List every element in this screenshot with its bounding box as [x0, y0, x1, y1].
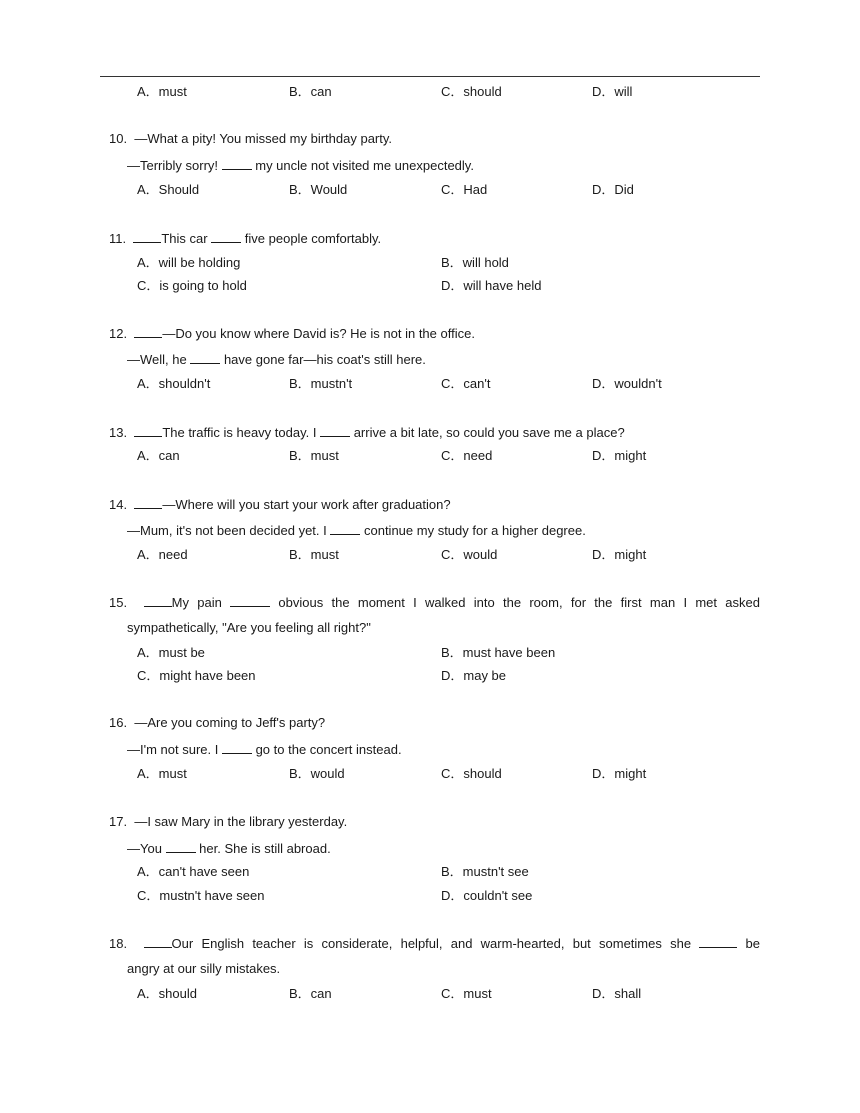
q11-stem-text-b: five people comfortably.: [241, 231, 382, 246]
q14-option-a: A．need: [137, 547, 188, 562]
q15-option-d: D．may be: [441, 668, 507, 683]
q14-option-d: D．might: [592, 547, 647, 562]
answer-blank: [190, 351, 220, 364]
answer-blank: [230, 594, 270, 607]
q17-stem-text-a: —You: [127, 841, 166, 856]
q12-option-d: D．wouldn't: [592, 376, 662, 391]
q14-option-b: B．must: [289, 547, 339, 562]
answer-blank: [134, 325, 162, 338]
q15-stem-line-1: [109, 594, 760, 611]
q9-option-d: D．will: [592, 84, 633, 99]
q11-option-d: D．will have held: [441, 278, 542, 293]
q15-stem-text-b: obvious the moment I walked into the room, for the first man I met asked: [270, 595, 760, 610]
q13-option-b: B．must: [289, 448, 339, 463]
q13-option-c: C．need: [441, 448, 493, 463]
q14-option-c: C．would: [441, 547, 498, 562]
question-number: 16.: [109, 715, 128, 730]
answer-blank: [699, 935, 737, 948]
q11-option-a: A．will be holding: [137, 255, 241, 270]
answer-blank: [330, 522, 360, 535]
q17-stem-text: —I saw Mary in the library yesterday.: [134, 814, 348, 829]
q15-option-c: C．might have been: [137, 668, 256, 683]
q18-stem-line-2: angry at our silly mistakes.: [127, 961, 281, 976]
q10-stem-text-a: —Terribly sorry!: [127, 158, 222, 173]
q10-stem-line-2: [127, 157, 474, 174]
answer-blank: [211, 230, 241, 243]
q16-option-c: C．should: [441, 766, 502, 781]
question-number: 15.: [109, 595, 128, 610]
q14-stem-line-1: [109, 496, 451, 513]
question-number: 17.: [109, 814, 128, 829]
q10-stem-text-b: my uncle not visited me unexpectedly.: [251, 158, 474, 173]
q10-option-d: D．Did: [592, 182, 634, 197]
q15-option-b: B．must have been: [441, 645, 556, 660]
q16-stem-text-a: —I'm not sure. I: [127, 742, 222, 757]
q18-option-b: B．can: [289, 986, 332, 1001]
answer-blank: [144, 594, 172, 607]
q13-stem-text-a: The traffic is heavy today. I: [162, 425, 321, 440]
q15-option-a: A．must be: [137, 645, 205, 660]
q17-option-c: C．mustn't have seen: [137, 888, 265, 903]
question-number: 14.: [109, 497, 128, 512]
answer-blank: [134, 424, 162, 437]
q14-stem-text: —Where will you start your work after graduation?: [162, 497, 451, 512]
q14-stem-line-2: [127, 522, 586, 539]
q14-stem-text-a: —Mum, it's not been decided yet. I: [127, 523, 331, 538]
q17-option-a: A．can't have seen: [137, 864, 250, 879]
q17-option-b: B．mustn't see: [441, 864, 529, 879]
answer-blank: [144, 935, 172, 948]
q13-option-a: A．can: [137, 448, 180, 463]
answer-blank: [222, 157, 252, 170]
q12-stem-text-a: —Well, he: [127, 352, 191, 367]
q17-stem-text-b: her. She is still abroad.: [195, 841, 331, 856]
q13-option-d: D．might: [592, 448, 647, 463]
q18-stem-text-a: Our English teacher is considerate, helpful, and warm-hearted, but sometimes she: [171, 936, 700, 951]
question-number: 13.: [109, 425, 128, 440]
q16-option-b: B．would: [289, 766, 345, 781]
q18-stem-text-b: be: [737, 936, 760, 951]
q10-option-b: B．Would: [289, 182, 348, 197]
q18-option-c: C．must: [441, 986, 492, 1001]
q12-stem-text: —Do you know where David is? He is not in the office.: [162, 326, 475, 341]
q18-option-d: D．shall: [592, 986, 642, 1001]
q9-option-a: A．must: [137, 84, 187, 99]
q11-stem-text-a: This car: [161, 231, 212, 246]
q16-option-d: D．might: [592, 766, 647, 781]
question-number: 12.: [109, 326, 128, 341]
q10-option-a: A．Should: [137, 182, 200, 197]
q10-option-c: C．Had: [441, 182, 488, 197]
q17-stem-line-2: [127, 840, 331, 857]
q12-stem-line-1: [109, 325, 475, 342]
answer-blank: [320, 424, 350, 437]
q18-stem-line-1: [109, 935, 760, 952]
q11-stem-line-1: [109, 230, 381, 247]
q13-stem-line-1: [109, 424, 625, 441]
q9-option-c: C．should: [441, 84, 502, 99]
q15-stem-line-2: sympathetically, "Are you feeling all right?": [127, 620, 371, 635]
q16-stem-text-b: go to the concert instead.: [251, 742, 402, 757]
q9-option-b: B．can: [289, 84, 332, 99]
answer-blank: [222, 741, 252, 754]
q15-stem-text-a: My pain: [171, 595, 231, 610]
q12-stem-line-2: [127, 351, 426, 368]
q16-option-a: A．must: [137, 766, 187, 781]
q11-option-c: C．is going to hold: [137, 278, 247, 293]
q10-stem-line-1: [109, 131, 392, 147]
q17-option-d: D．couldn't see: [441, 888, 533, 903]
q12-option-c: C．can't: [441, 376, 491, 391]
q16-stem-line-2: [127, 741, 402, 758]
header-rule: [100, 76, 760, 77]
q14-stem-text-b: continue my study for a higher degree.: [360, 523, 586, 538]
answer-blank: [133, 230, 161, 243]
q12-option-b: B．mustn't: [289, 376, 353, 391]
q12-option-a: A．shouldn't: [137, 376, 211, 391]
question-number: 11.: [109, 231, 127, 246]
question-number: 18.: [109, 936, 128, 951]
q16-stem-line-1: [109, 715, 325, 731]
q17-stem-line-1: [109, 814, 347, 830]
q10-stem-text: —What a pity! You missed my birthday party.: [134, 131, 393, 146]
question-number: 10.: [109, 131, 128, 146]
q12-stem-text-b: have gone far—his coat's still here.: [220, 352, 426, 367]
answer-blank: [166, 840, 196, 853]
q18-option-a: A．should: [137, 986, 197, 1001]
q16-stem-text: —Are you coming to Jeff's party?: [134, 715, 326, 730]
answer-blank: [134, 496, 162, 509]
q11-option-b: B．will hold: [441, 255, 509, 270]
q13-stem-text-b: arrive a bit late, so could you save me a place?: [350, 425, 625, 440]
